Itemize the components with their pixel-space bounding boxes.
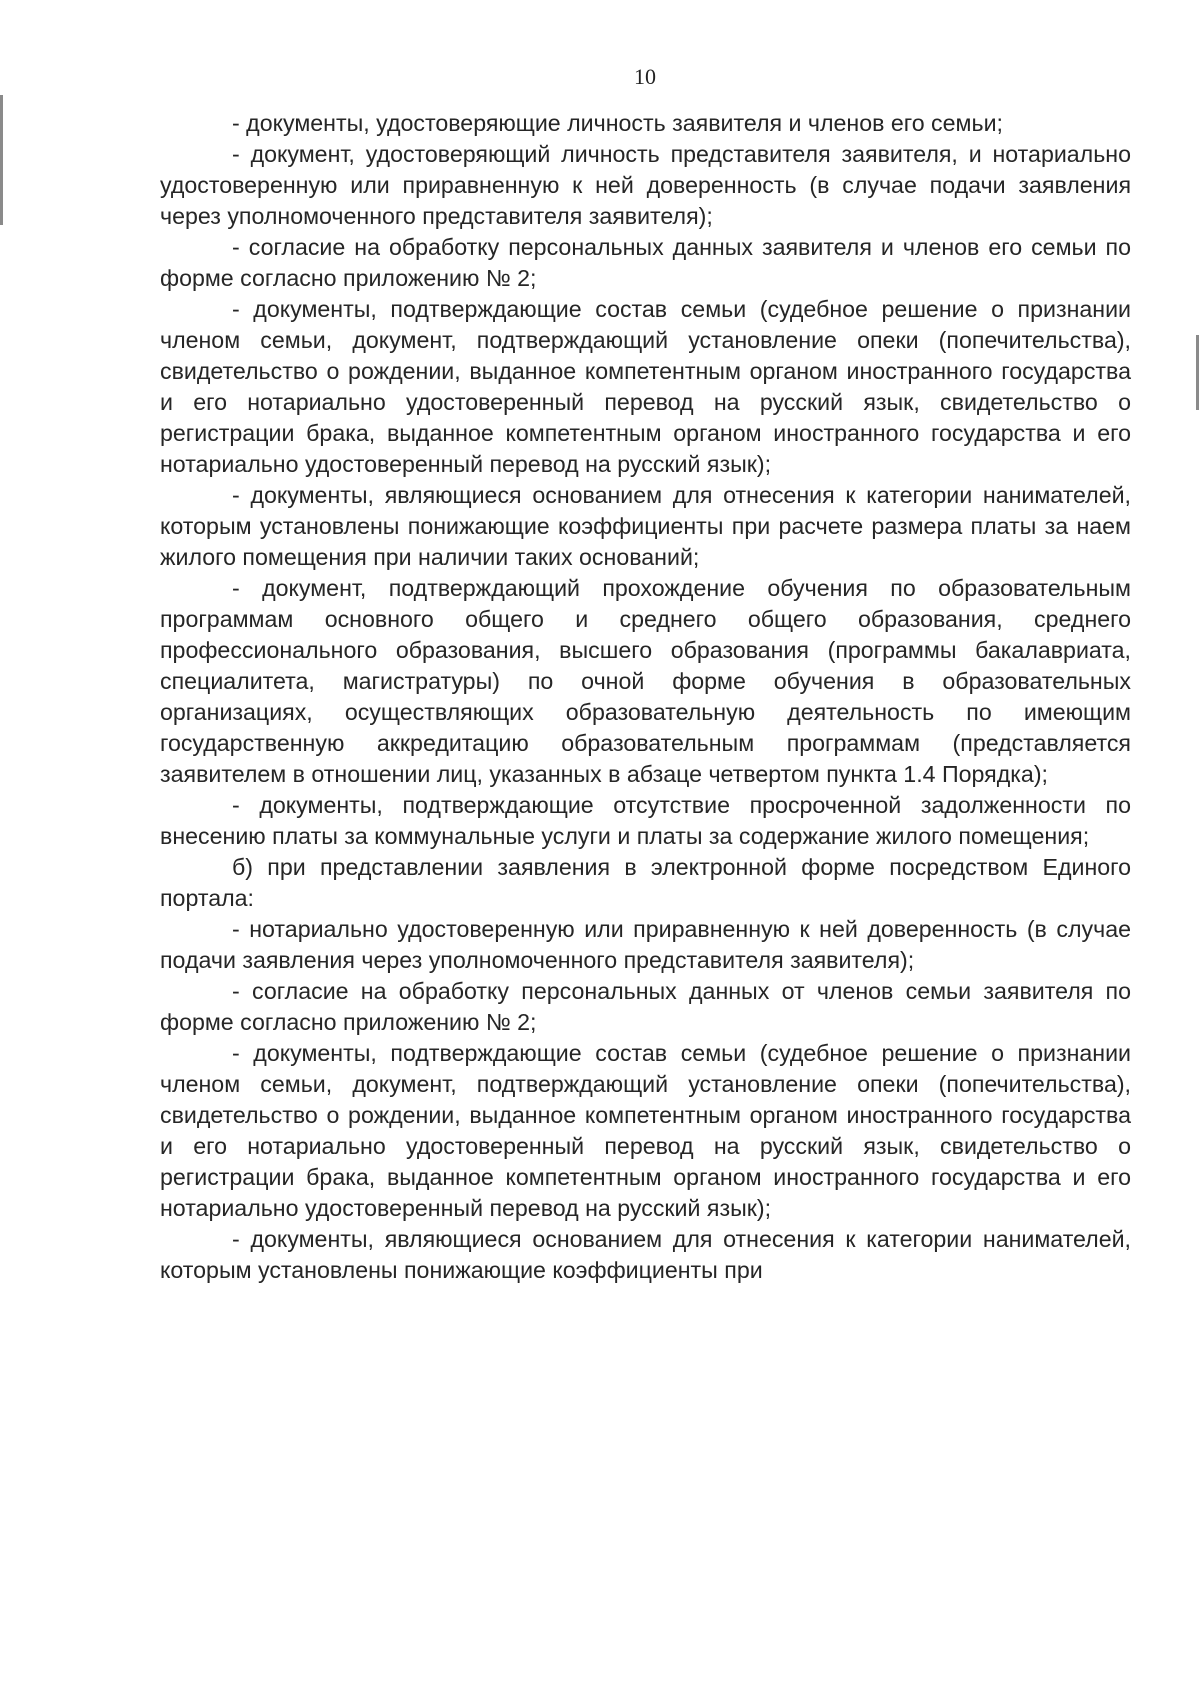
scan-edge-right xyxy=(1196,335,1199,410)
paragraph-12: - документы, являющиеся основанием для отнесения к категории нанимателей, которым установлены понижающие коэффициенты при xyxy=(160,1226,1131,1283)
paragraph-2: - документ, удостоверяющий личность представителя заявителя, и нотариально удостоверенную или приравненную к ней доверенность (в случае подачи заявления через уполномоченного представителя заявителя); xyxy=(160,141,1131,229)
paragraph-11: - документы, подтверждающие состав семьи (судебное решение о признании членом семьи, документ, подтверждающий установление опеки (попечительства), свидетельство о рождении, выданное компетентным органом иностранного государства и его нотариально удостоверенный перевод на русский язык, свидетельство о регистрации брака, выданное компетентным органом иностранного государства и его нотариально удостоверенный перевод на русский язык); xyxy=(160,1040,1131,1221)
page-number: 10 xyxy=(634,64,656,89)
paragraph-5: - документы, являющиеся основанием для отнесения к категории нанимателей, которым установлены понижающие коэффициенты при расчете размера платы за наем жилого помещения при наличии таких оснований; xyxy=(160,482,1131,570)
paragraph-10: - согласие на обработку персональных данных от членов семьи заявителя по форме согласно приложению № 2; xyxy=(160,978,1131,1035)
paragraph-9: - нотариально удостоверенную или приравненную к ней доверенность (в случае подачи заявления через уполномоченного представителя заявителя); xyxy=(160,916,1131,973)
paragraph-7: - документы, подтверждающие отсутствие просроченной задолженности по внесению платы за коммунальные услуги и платы за содержание жилого помещения; xyxy=(160,792,1131,849)
paragraph-4: - документы, подтверждающие состав семьи (судебное решение о признании членом семьи, документ, подтверждающий установление опеки (попечительства), свидетельство о рождении, выданное компетентным органом иностранного государства и его нотариально удостоверенный перевод на русский язык, свидетельство о регистрации брака, выданное компетентным органом иностранного государства и его нотариально удостоверенный перевод на русский язык); xyxy=(160,296,1131,477)
scan-edge-left xyxy=(0,95,3,225)
document-body xyxy=(160,108,1131,1286)
paragraph-3: - согласие на обработку персональных данных заявителя и членов его семьи по форме согласно приложению № 2; xyxy=(160,234,1131,291)
paragraph-1: - документы, удостоверяющие личность заявителя и членов его семьи; xyxy=(232,110,1003,136)
paragraph-6: - документ, подтверждающий прохождение обучения по образовательным программам основного общего и среднего общего образования, среднего профессионального образования, высшего образования (программы бакалавриата, специалитета, магистратуры) по очной форме обучения в образовательных организациях, осуществляющих образовательную деятельность по имеющим государственную аккредитацию образовательным программам (представляется заявителем в отношении лиц, указанных в абзаце четвертом пункта 1.4 Порядка); xyxy=(160,575,1131,787)
paragraph-8: б) при представлении заявления в электронной форме посредством Единого портала: xyxy=(160,854,1131,911)
